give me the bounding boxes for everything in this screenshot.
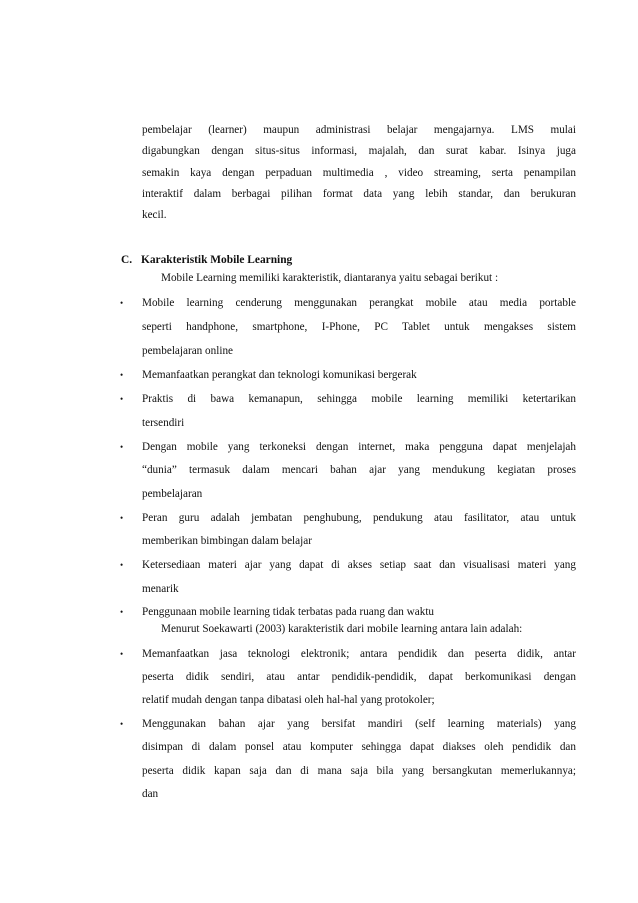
paragraph-line: semakin kaya dengan perpaduan multimedia , video streaming, serta penampilan	[142, 167, 576, 179]
bullet-icon: •	[120, 370, 124, 380]
list-item-line: tersendiri	[142, 417, 185, 429]
list-item-line: menarik	[142, 583, 179, 595]
list-item-line: pembelajaran online	[142, 345, 234, 357]
paragraph-line: interaktif dalam berbagai pilihan format data yang lebih standar, dan berukuran	[142, 188, 576, 200]
list-item-line: “dunia” termasuk dalam mencari bahan ajar yang mendukung kegiatan proses	[142, 464, 576, 476]
bullet-icon: •	[120, 607, 124, 617]
section-letter: C.	[121, 254, 133, 266]
list-item-line: disimpan di dalam ponsel atau komputer sehingga dapat diakses oleh pendidik dan	[142, 741, 576, 753]
list-item-line: Ketersediaan materi ajar yang dapat di akses setiap saat dan visualisasi materi yang	[142, 559, 576, 571]
bullet-icon: •	[120, 649, 124, 659]
bullet-icon: •	[120, 442, 124, 452]
paragraph-line: kecil.	[142, 209, 167, 221]
list-item-line: pembelajaran	[142, 488, 203, 500]
section-intro: Mobile Learning memiliki karakteristik, diantaranya yaitu sebagai berikut :	[161, 272, 499, 284]
paragraph-line: digabungkan dengan situs-situs informasi, majalah, dan surat kabar. Isinya juga	[142, 145, 576, 157]
list-item-line: Dengan mobile yang terkoneksi dengan internet, maka pengguna dapat menjelajah	[142, 441, 576, 453]
list-item-line: Memanfaatkan perangkat dan teknologi komunikasi bergerak	[142, 369, 417, 381]
paragraph-line: pembelajar (learner) maupun administrasi belajar mengajarnya. LMS mulai	[142, 124, 576, 136]
list-item-line: peserta didik kapan saja dan di mana saja bila yang bersangkutan memerlukannya;	[142, 765, 576, 777]
list-item-line: Penggunaan mobile learning tidak terbatas pada ruang dan waktu	[142, 606, 435, 618]
list-item-line: Peran guru adalah jembatan penghubung, pendukung atau fasilitator, atau untuk	[142, 512, 576, 524]
list-item-line: Memanfaatkan jasa teknologi elektronik; antara pendidik dan peserta didik, antar	[142, 648, 576, 660]
list-item-line: Mobile learning cenderung menggunakan perangkat mobile atau media portable	[142, 297, 576, 309]
list-item-line: Praktis di bawa kemanapun, sehingga mobile learning memiliki ketertarikan	[142, 393, 576, 405]
bullet-icon: •	[120, 394, 124, 404]
list-item-line: memberikan bimbingan dalam belajar	[142, 535, 312, 547]
list-item-line: Menggunakan bahan ajar yang bersifat mandiri (self learning materials) yang	[142, 718, 576, 730]
second-intro: Menurut Soekawarti (2003) karakteristik dari mobile learning antara lain adalah:	[161, 623, 523, 635]
list-item-line: dan	[142, 788, 159, 800]
bullet-icon: •	[120, 719, 124, 729]
list-item-line: relatif mudah dengan tanpa dibatasi oleh hal-hal yang protokoler;	[142, 694, 435, 706]
list-item-line: seperti handphone, smartphone, I-Phone, PC Tablet untuk mengakses sistem	[142, 321, 576, 333]
section-heading	[121, 254, 292, 266]
bullet-icon: •	[120, 560, 124, 570]
bullet-icon: •	[120, 513, 124, 523]
bullet-icon: •	[120, 298, 124, 308]
list-item-line: peserta didik sendiri, atau antar pendidik-pendidik, dapat berkomunikasi dengan	[142, 671, 576, 683]
section-title: Karakteristik Mobile Learning	[141, 254, 293, 266]
